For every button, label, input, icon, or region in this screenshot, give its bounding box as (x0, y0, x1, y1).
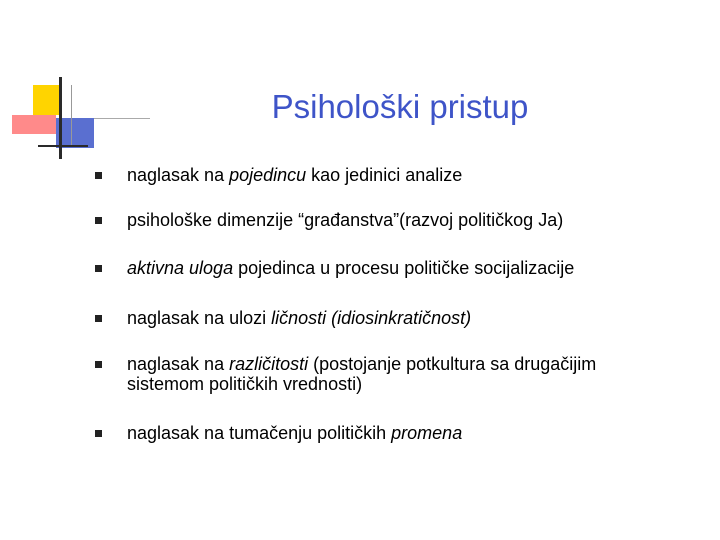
bullet-text (127, 210, 687, 230)
logo-horizontal-line (38, 145, 88, 147)
bullet-emphasis: različitosti (229, 354, 309, 374)
bullet-square-icon (95, 172, 102, 179)
bullet-emphasis: promena (391, 423, 463, 443)
bullet-square-icon (95, 361, 102, 368)
bullet-text (127, 165, 687, 185)
decorative-logo (0, 0, 110, 170)
bullet-square-icon (95, 430, 102, 437)
bullet-segment: naglasak na (127, 354, 230, 374)
logo-thin-vertical-line (71, 85, 72, 145)
bullet-segment: pojedinca u procesu političke socijalizacije (233, 258, 575, 278)
bullet-text (127, 354, 687, 394)
logo-yellow-square (33, 85, 61, 115)
bullet-segment: sistemom političkih vrednosti) (127, 374, 363, 394)
bullet-emphasis: aktivna uloga (127, 258, 234, 278)
bullet-square-icon (95, 217, 102, 224)
bullet-text (127, 258, 687, 278)
bullet-segment: (postojanje potkultura sa drugačijim (308, 354, 597, 374)
bullet-square-icon (95, 265, 102, 272)
bullet-segment: kao jedinici analize (306, 165, 463, 185)
bullet-emphasis: ličnosti (idiosinkratičnost) (271, 308, 472, 328)
bullet-emphasis: pojedincu (229, 165, 307, 185)
bullet-text (127, 308, 687, 328)
bullet-segment: naglasak na (127, 165, 230, 185)
bullet-segment: naglasak na ulozi (127, 308, 272, 328)
logo-red-square (12, 115, 56, 134)
slide-title: Psihološki pristup (271, 88, 529, 125)
bullet-segment: naglasak na tumačenju političkih (127, 423, 392, 443)
bullet-segment: psihološke dimenzije “građanstva”(razvoj političkog Ja) (127, 210, 564, 230)
bullet-square-icon (95, 315, 102, 322)
bullet-text (127, 423, 687, 443)
